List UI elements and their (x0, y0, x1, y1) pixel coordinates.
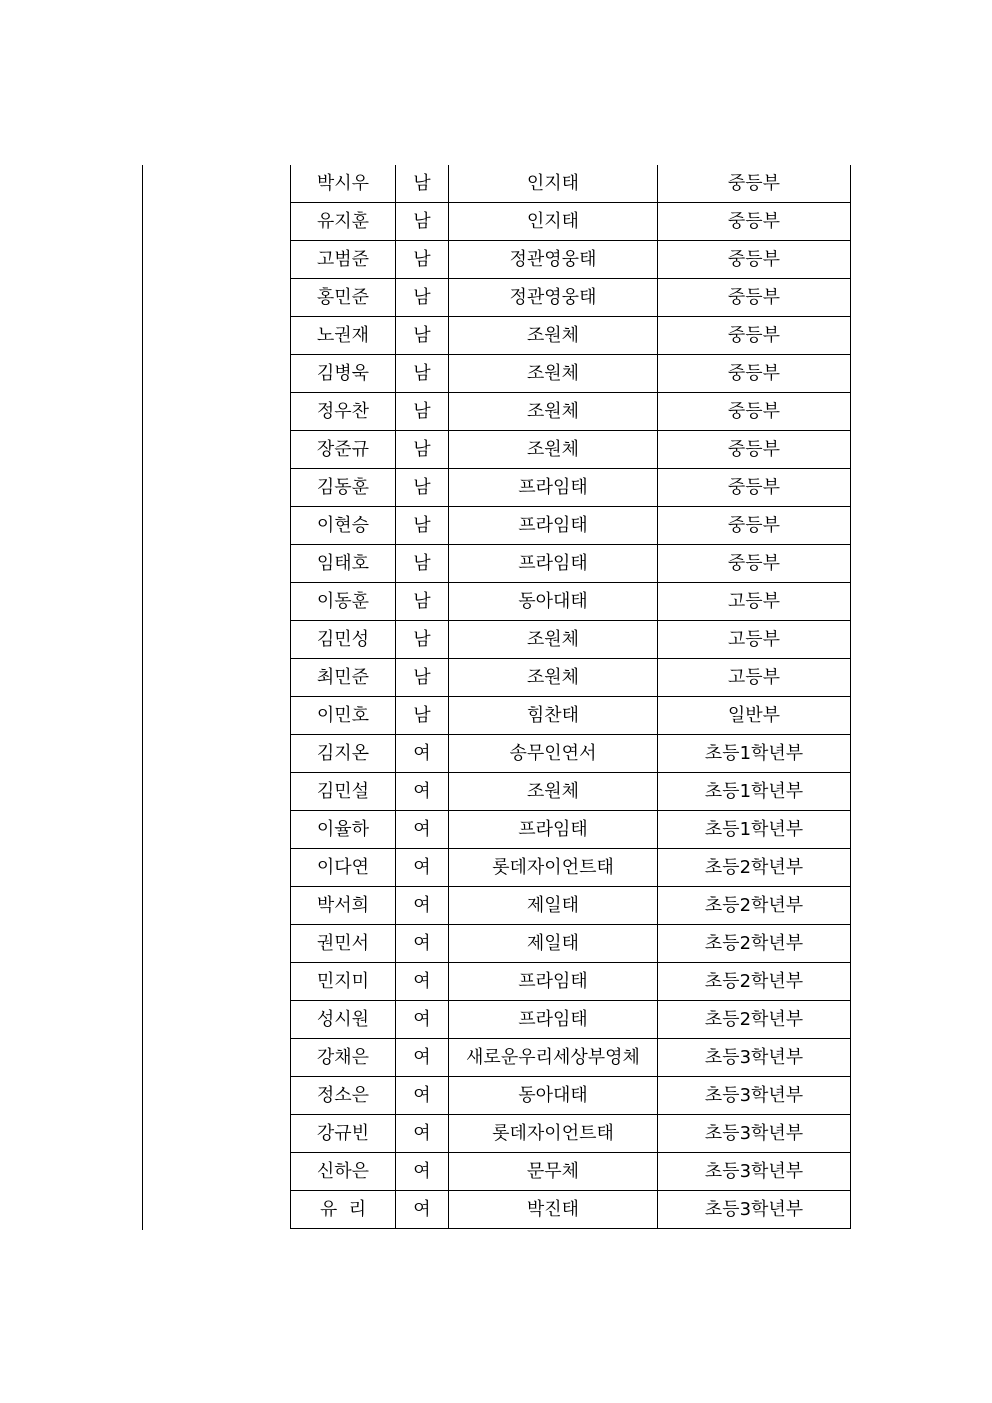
gender-cell: 여 (396, 849, 449, 887)
name-cell: 성시원 (291, 1001, 396, 1039)
table-row (291, 887, 851, 925)
team-cell: 동아대태 (449, 583, 658, 621)
name-cell: 강규빈 (291, 1115, 396, 1153)
division-cell: 중등부 (658, 279, 851, 317)
division-cell: 초등3학년부 (658, 1115, 851, 1153)
table-row (291, 1153, 851, 1191)
name-cell: 이동훈 (291, 583, 396, 621)
table-row (291, 279, 851, 317)
team-cell: 인지태 (449, 203, 658, 241)
team-cell: 롯데자이언트태 (449, 1115, 658, 1153)
team-cell: 조원체 (449, 431, 658, 469)
gender-cell: 남 (396, 317, 449, 355)
team-cell: 박진태 (449, 1191, 658, 1229)
table-row (291, 811, 851, 849)
table-row (291, 431, 851, 469)
division-cell: 초등2학년부 (658, 963, 851, 1001)
name-cell: 신하은 (291, 1153, 396, 1191)
team-cell: 조원체 (449, 393, 658, 431)
name-cell: 최민준 (291, 659, 396, 697)
table-row (291, 1039, 851, 1077)
division-cell: 중등부 (658, 317, 851, 355)
team-cell: 롯데자이언트태 (449, 849, 658, 887)
gender-cell: 남 (396, 659, 449, 697)
gender-cell: 남 (396, 583, 449, 621)
division-cell: 중등부 (658, 165, 851, 203)
division-cell: 초등2학년부 (658, 849, 851, 887)
team-cell: 조원체 (449, 317, 658, 355)
gender-cell: 남 (396, 697, 449, 735)
gender-cell: 남 (396, 165, 449, 203)
division-cell: 초등2학년부 (658, 925, 851, 963)
division-cell: 중등부 (658, 355, 851, 393)
division-cell: 중등부 (658, 507, 851, 545)
team-cell: 정관영웅태 (449, 279, 658, 317)
table-row (291, 583, 851, 621)
team-cell: 프라임태 (449, 507, 658, 545)
table-row (291, 355, 851, 393)
name-cell: 정우찬 (291, 393, 396, 431)
division-cell: 중등부 (658, 393, 851, 431)
gender-cell: 여 (396, 735, 449, 773)
name-cell: 박서희 (291, 887, 396, 925)
division-cell: 초등1학년부 (658, 811, 851, 849)
gender-cell: 여 (396, 925, 449, 963)
table-row (291, 963, 851, 1001)
name-cell: 김동훈 (291, 469, 396, 507)
table-row (291, 697, 851, 735)
team-cell: 제일태 (449, 925, 658, 963)
table-row (291, 507, 851, 545)
team-cell: 제일태 (449, 887, 658, 925)
roster-table (290, 165, 851, 1229)
team-cell: 조원체 (449, 659, 658, 697)
division-cell: 고등부 (658, 621, 851, 659)
name-cell: 장준규 (291, 431, 396, 469)
table-row (291, 469, 851, 507)
gender-cell: 남 (396, 507, 449, 545)
gender-cell: 남 (396, 469, 449, 507)
name-cell: 김민성 (291, 621, 396, 659)
name-cell: 유 리 (291, 1191, 396, 1229)
division-cell: 고등부 (658, 583, 851, 621)
roster-table-body (291, 165, 851, 1229)
table-row (291, 1115, 851, 1153)
gender-cell: 여 (396, 773, 449, 811)
name-cell: 김지온 (291, 735, 396, 773)
table-row (291, 241, 851, 279)
team-cell: 프라임태 (449, 545, 658, 583)
gender-cell: 남 (396, 431, 449, 469)
table-row (291, 621, 851, 659)
name-cell: 고범준 (291, 241, 396, 279)
name-cell: 김병욱 (291, 355, 396, 393)
division-cell: 중등부 (658, 545, 851, 583)
gender-cell: 여 (396, 1039, 449, 1077)
table-row (291, 925, 851, 963)
division-cell: 초등3학년부 (658, 1191, 851, 1229)
team-cell: 힘찬태 (449, 697, 658, 735)
name-cell: 정소은 (291, 1077, 396, 1115)
division-cell: 중등부 (658, 469, 851, 507)
name-cell: 유지훈 (291, 203, 396, 241)
name-cell: 홍민준 (291, 279, 396, 317)
table-row (291, 773, 851, 811)
table-row (291, 1001, 851, 1039)
table-row (291, 735, 851, 773)
name-cell: 이율하 (291, 811, 396, 849)
left-column-border (142, 165, 143, 1230)
gender-cell: 남 (396, 545, 449, 583)
table-row (291, 849, 851, 887)
team-cell: 조원체 (449, 355, 658, 393)
team-cell: 조원체 (449, 621, 658, 659)
team-cell: 문무체 (449, 1153, 658, 1191)
division-cell: 초등2학년부 (658, 1001, 851, 1039)
table-row (291, 1191, 851, 1229)
name-cell: 노권재 (291, 317, 396, 355)
gender-cell: 남 (396, 621, 449, 659)
table-row (291, 317, 851, 355)
gender-cell: 여 (396, 811, 449, 849)
division-cell: 초등3학년부 (658, 1039, 851, 1077)
team-cell: 정관영웅태 (449, 241, 658, 279)
team-cell: 송무인연서 (449, 735, 658, 773)
division-cell: 일반부 (658, 697, 851, 735)
name-cell: 이현승 (291, 507, 396, 545)
name-cell: 임태호 (291, 545, 396, 583)
team-cell: 프라임태 (449, 469, 658, 507)
name-cell: 강채은 (291, 1039, 396, 1077)
table-row (291, 545, 851, 583)
team-cell: 인지태 (449, 165, 658, 203)
gender-cell: 남 (396, 355, 449, 393)
name-cell: 이다연 (291, 849, 396, 887)
team-cell: 새로운우리세상부영체 (449, 1039, 658, 1077)
table-row (291, 203, 851, 241)
division-cell: 중등부 (658, 241, 851, 279)
table-row (291, 659, 851, 697)
division-cell: 초등2학년부 (658, 887, 851, 925)
roster-table-container (290, 165, 850, 1229)
gender-cell: 남 (396, 393, 449, 431)
team-cell: 프라임태 (449, 1001, 658, 1039)
gender-cell: 남 (396, 279, 449, 317)
name-cell: 김민설 (291, 773, 396, 811)
gender-cell: 여 (396, 1077, 449, 1115)
name-cell: 민지미 (291, 963, 396, 1001)
division-cell: 중등부 (658, 431, 851, 469)
gender-cell: 여 (396, 963, 449, 1001)
name-cell: 이민호 (291, 697, 396, 735)
division-cell: 초등1학년부 (658, 773, 851, 811)
team-cell: 프라임태 (449, 963, 658, 1001)
division-cell: 초등3학년부 (658, 1077, 851, 1115)
gender-cell: 남 (396, 203, 449, 241)
table-row (291, 165, 851, 203)
division-cell: 초등3학년부 (658, 1153, 851, 1191)
team-cell: 동아대태 (449, 1077, 658, 1115)
division-cell: 중등부 (658, 203, 851, 241)
team-cell: 조원체 (449, 773, 658, 811)
table-row (291, 393, 851, 431)
gender-cell: 여 (396, 887, 449, 925)
gender-cell: 여 (396, 1191, 449, 1229)
gender-cell: 여 (396, 1001, 449, 1039)
name-cell: 박시우 (291, 165, 396, 203)
gender-cell: 여 (396, 1115, 449, 1153)
gender-cell: 남 (396, 241, 449, 279)
gender-cell: 여 (396, 1153, 449, 1191)
name-cell: 권민서 (291, 925, 396, 963)
team-cell: 프라임태 (449, 811, 658, 849)
division-cell: 고등부 (658, 659, 851, 697)
division-cell: 초등1학년부 (658, 735, 851, 773)
table-row (291, 1077, 851, 1115)
